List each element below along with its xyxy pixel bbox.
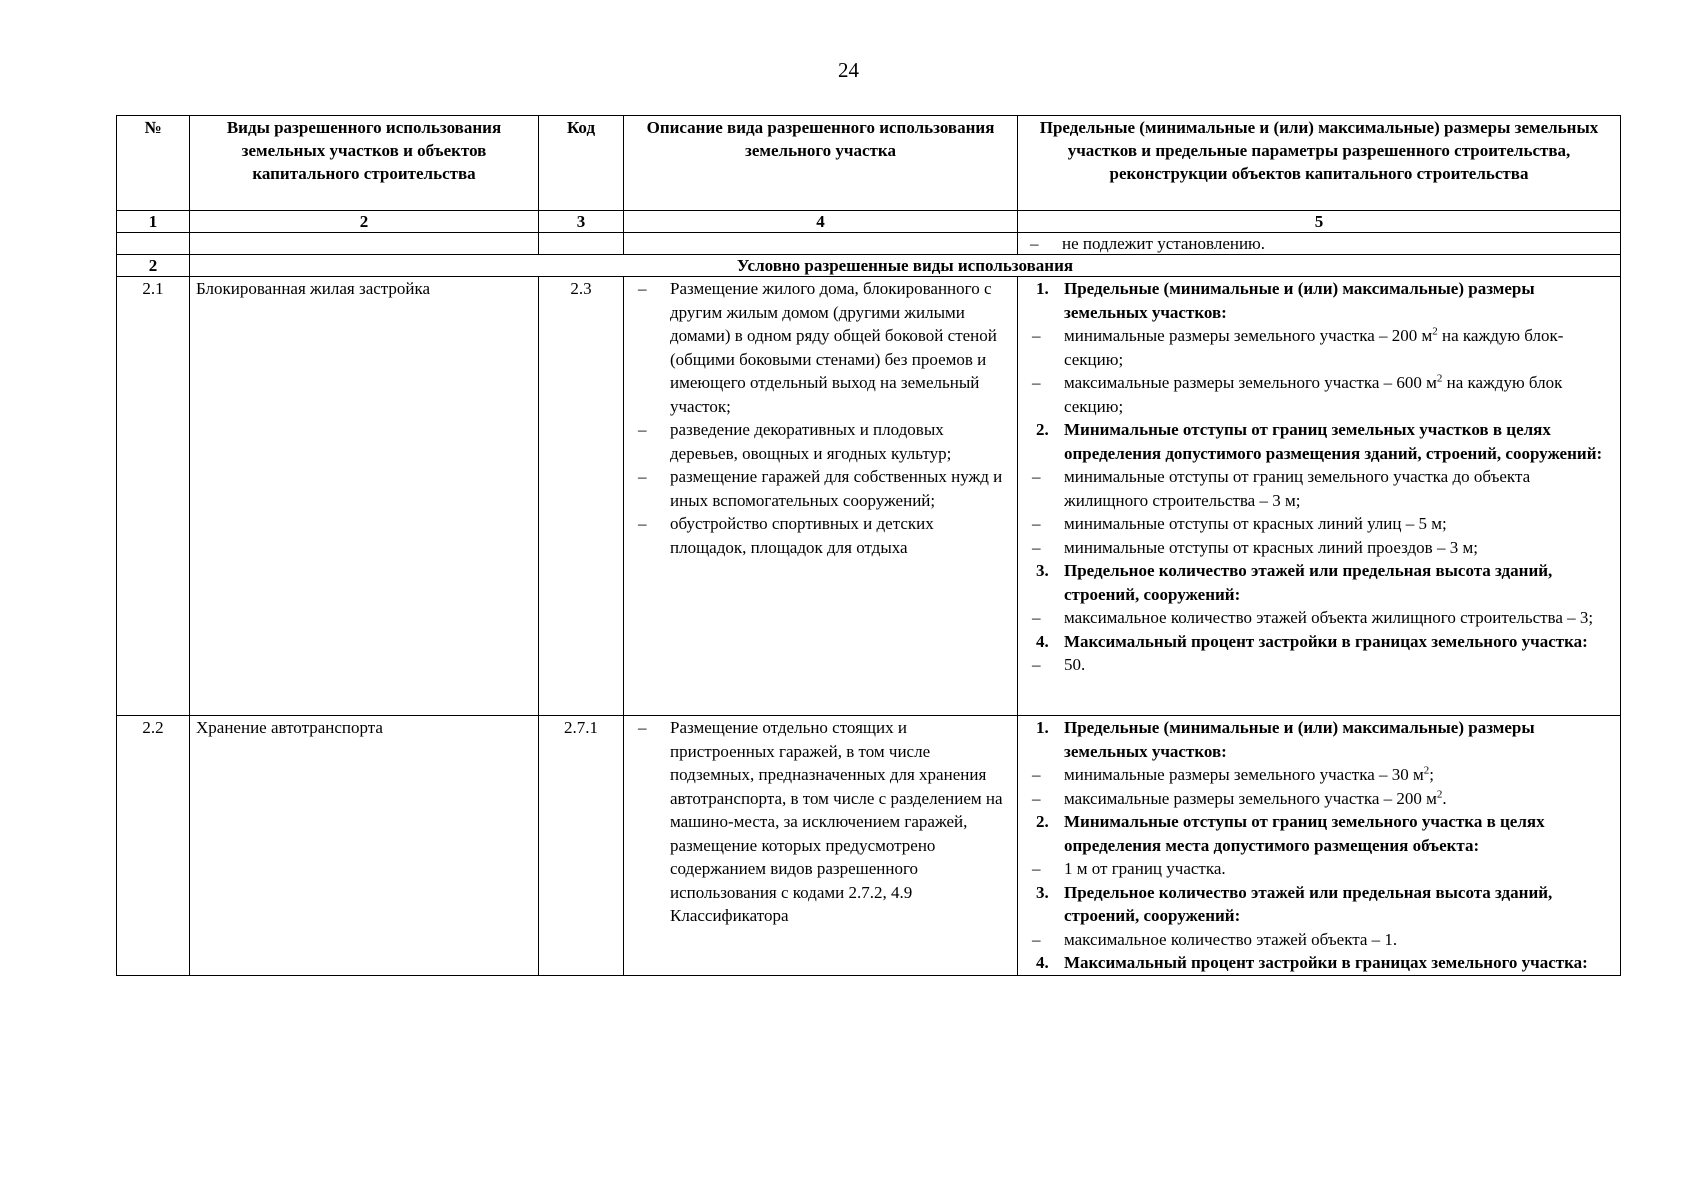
row-number: 2.1 (117, 277, 190, 716)
param-item (1024, 512, 1614, 536)
number-marker: 1. (1036, 718, 1049, 737)
carryover-text: не подлежит установлению. (1062, 234, 1266, 253)
param-text-tail: . (1442, 788, 1447, 808)
row-params (1018, 277, 1621, 716)
number-marker: 2. (1036, 420, 1049, 439)
dash-marker: – (638, 420, 647, 439)
column-number: 2 (190, 211, 539, 233)
dash-marker: – (1030, 234, 1039, 253)
param-item (1024, 857, 1614, 881)
column-number: 3 (539, 211, 624, 233)
dash-marker: – (638, 718, 647, 737)
row-code: 2.7.1 (539, 716, 624, 976)
unit-superscript: 2 (1432, 325, 1438, 338)
param-text: минимальные размеры земельного участка – 200 м (1064, 326, 1433, 345)
dash-marker: – (638, 467, 647, 486)
header-row (117, 116, 1621, 211)
section-title: Условно разрешенные виды использования (190, 255, 1621, 277)
description-item (630, 418, 1011, 465)
row-number: 2.2 (117, 716, 190, 976)
page-number: 24 (838, 58, 859, 82)
param-text: Предельные (минимальные и (или) максимальные) размеры земельных участков: (1064, 718, 1535, 761)
param-text-tail: на каждую блок-секцию; (1064, 326, 1564, 369)
param-item (1024, 787, 1614, 811)
param-text: 1 м от границ участка. (1064, 859, 1226, 878)
param-text: минимальные размеры земельного участка – 30 м (1064, 765, 1424, 784)
param-item (1024, 371, 1614, 418)
param-heading (1024, 951, 1614, 975)
row-code: 2.3 (539, 277, 624, 716)
description-text: разведение декоративных и плодовых деревьев, овощных и ягодных культур; (670, 420, 952, 463)
number-marker: 2. (1036, 812, 1049, 831)
param-heading (1024, 716, 1614, 763)
dash-marker: – (1032, 655, 1041, 674)
column-number: 1 (117, 211, 190, 233)
param-text: минимальные отступы от границ земельного участка до объекта жилищного строительства – 3 м; (1064, 467, 1531, 510)
param-heading (1024, 418, 1614, 465)
param-text: максимальные размеры земельного участка – 200 м (1064, 788, 1437, 808)
number-marker: 3. (1036, 561, 1049, 580)
param-text: максимальные размеры земельного участка – 600 м (1064, 373, 1437, 392)
param-heading (1024, 559, 1614, 606)
unit-superscript: 2 (1436, 787, 1443, 800)
header-params: Предельные (минимальные и (или) максимальные) размеры земельных участков и предельные параметры разрешенного строительства, реконструкции объектов капитального строительства (1018, 116, 1621, 211)
number-marker: 4. (1036, 631, 1049, 651)
param-heading (1024, 630, 1614, 654)
param-item (1024, 324, 1614, 371)
table-row (117, 716, 1621, 976)
description-text: Размещение жилого дома, блокированного с другим жилым домом (другими жилыми домами) в одном ряду общей боковой стеной (общими боковыми стенами) без проемов и имеющего отдельный выход на земельный участок; (670, 279, 997, 416)
number-marker: 4. (1036, 953, 1049, 972)
description-item (630, 716, 1011, 928)
dash-marker: – (1032, 765, 1041, 784)
param-text: Минимальные отступы от границ земельного участка в целях определения места допустимого размещения объекта: (1064, 812, 1545, 855)
dash-marker: – (1032, 537, 1041, 557)
column-number: 5 (1018, 211, 1621, 233)
row-name: Хранение автотранспорта (190, 716, 539, 976)
row-description (624, 716, 1018, 976)
header-description: Описание вида разрешенного использования земельного участка (624, 116, 1018, 211)
dash-marker: – (1032, 373, 1041, 392)
number-marker: 1. (1036, 279, 1049, 298)
section-number: 2 (117, 255, 190, 277)
param-item (1024, 653, 1614, 677)
carryover-row (117, 233, 1621, 255)
param-text: Максимальный процент застройки в границах земельного участка: (1064, 631, 1588, 651)
description-text: Размещение отдельно стоящих и пристроенных гаражей, в том числе подземных, предназначенных для хранения автотранспорта, в том числе с разделением на машино-места, за исключением гаражей, размещение которых предусмотрено содержанием видов разрешенного использования с кодами 2.7.2, 4.9 Классификатора (670, 718, 1003, 925)
param-item (1024, 928, 1614, 952)
description-item (630, 512, 1011, 559)
param-item (1024, 536, 1614, 560)
param-text: минимальные отступы от красных линий проездов – 3 м; (1064, 537, 1478, 557)
description-item (630, 465, 1011, 512)
header-num: № (117, 116, 190, 211)
param-heading (1024, 881, 1614, 928)
param-text: максимальное количество этажей объекта – 1. (1064, 929, 1398, 949)
param-item (1024, 606, 1614, 630)
param-item (1024, 465, 1614, 512)
section-row (117, 255, 1621, 277)
param-text: минимальные отступы от красных линий улиц – 5 м; (1064, 514, 1447, 533)
row-name: Блокированная жилая застройка (190, 277, 539, 716)
dash-marker: – (1032, 326, 1041, 345)
description-text: обустройство спортивных и детских площадок, площадок для отдыха (670, 514, 934, 557)
row-params (1018, 716, 1621, 976)
table-row (117, 277, 1621, 716)
param-heading (1024, 277, 1614, 324)
header-code: Код (539, 116, 624, 211)
dash-marker: – (1032, 929, 1041, 949)
number-marker: 3. (1036, 882, 1049, 902)
column-number: 4 (624, 211, 1018, 233)
column-numbers-row (117, 211, 1621, 233)
param-text-tail: на каждую блок секцию; (1064, 373, 1563, 416)
param-heading (1024, 810, 1614, 857)
land-use-table (116, 115, 1621, 976)
unit-superscript: 2 (1423, 764, 1430, 777)
dash-marker: – (1032, 608, 1041, 627)
unit-superscript: 2 (1436, 372, 1443, 385)
dash-marker: – (1032, 859, 1041, 878)
param-text: Минимальные отступы от границ земельных участков в целях определения допустимого размещения зданий, строений, сооружений: (1064, 420, 1603, 463)
dash-marker: – (1032, 467, 1041, 486)
dash-marker: – (1032, 788, 1041, 808)
param-text: Предельные (минимальные и (или) максимальные) размеры земельных участков: (1064, 279, 1535, 322)
param-text: 50. (1064, 655, 1086, 674)
param-text: Предельное количество этажей или предельная высота зданий, строений, сооружений: (1064, 561, 1553, 604)
param-text: Максимальный процент застройки в границах земельного участка: (1064, 953, 1588, 972)
carryover-cell (1018, 233, 1621, 255)
description-text: размещение гаражей для собственных нужд и иных вспомогательных сооружений; (670, 467, 1003, 510)
dash-marker: – (638, 279, 647, 298)
param-text-tail: ; (1429, 765, 1434, 784)
param-text: максимальное количество этажей объекта жилищного строительства – 3; (1064, 608, 1594, 627)
param-text: Предельное количество этажей или предельная высота зданий, строений, сооружений: (1064, 882, 1553, 925)
description-item (630, 277, 1011, 418)
header-types: Виды разрешенного использования земельных участков и объектов капитального строительства (190, 116, 539, 211)
dash-marker: – (1032, 514, 1041, 533)
row-description (624, 277, 1018, 716)
dash-marker: – (638, 514, 647, 533)
param-item (1024, 763, 1614, 787)
